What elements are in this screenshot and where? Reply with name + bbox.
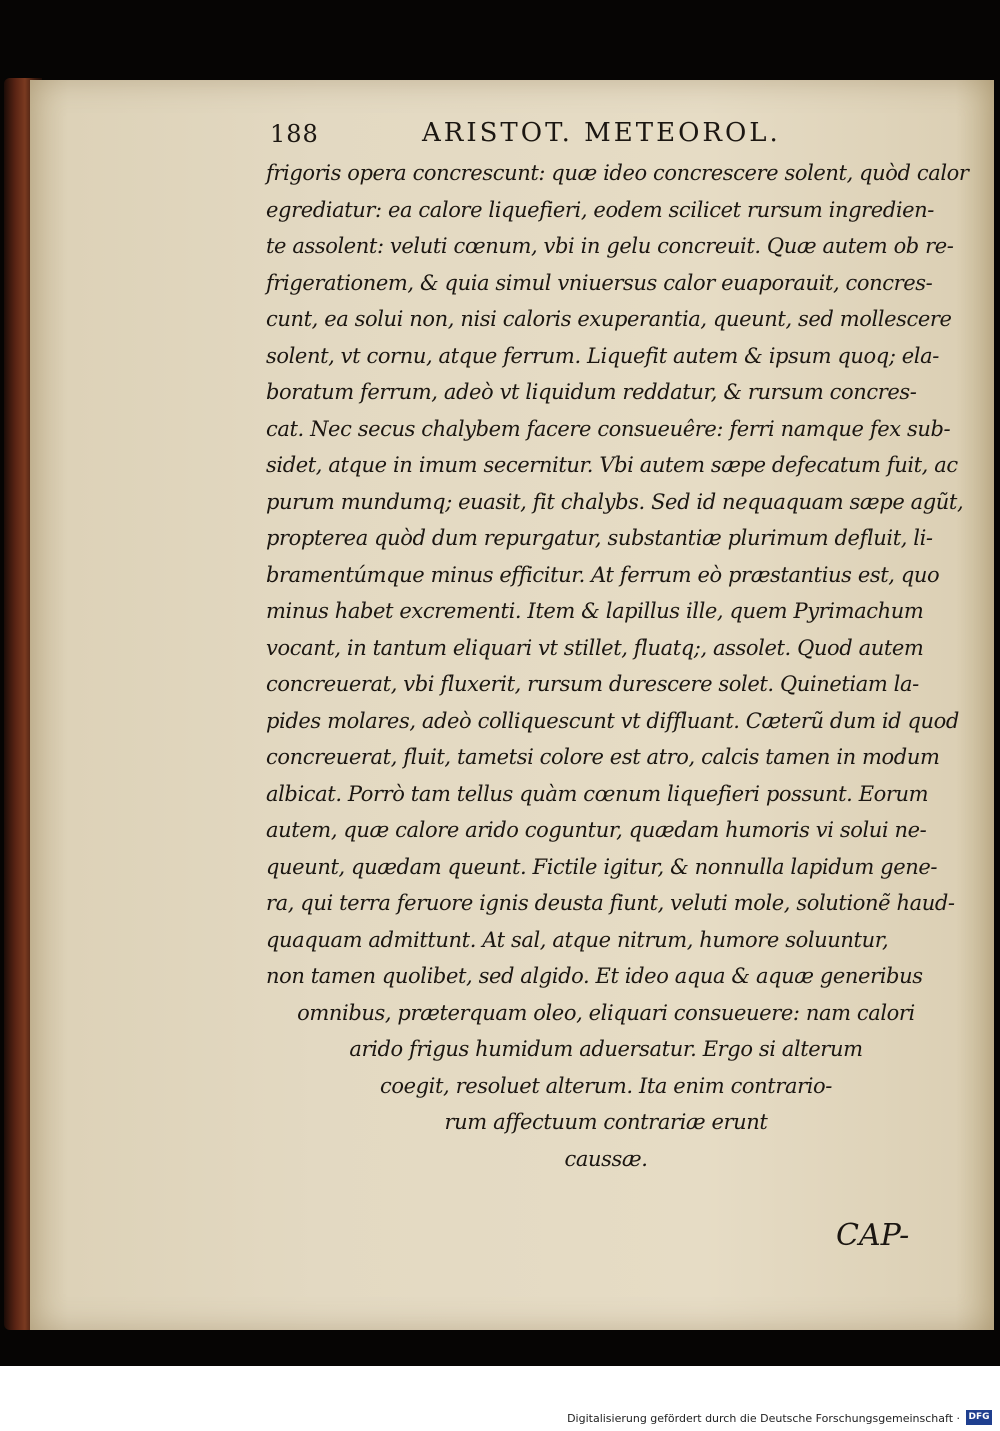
text-line: rum affectuum contrariæ erunt [444, 1110, 768, 1134]
text-line: queunt, quædam queunt. Fictile igitur, & nonnulla lapidum gene- [266, 854, 938, 879]
text-block [266, 155, 969, 1177]
text-line: bramentúmque minus efficitur. At ferrum eò præstantius est, quo [266, 562, 940, 587]
catchword: CAP- [836, 1218, 910, 1253]
text-line: vocant, in tantum eliquari vt stillet, fluatq;, assolet. Quod autem [266, 635, 924, 660]
text-line: autem, quæ calore arido coguntur, quædam humoris vi solui ne- [266, 818, 927, 842]
text-line: cat. Nec secus chalybem facere consueuêre: ferri namque fex sub- [266, 416, 951, 441]
text-line: cunt, ea solui non, nisi caloris exuperantia, queunt, sed mollescere [266, 307, 952, 331]
text-line: propterea quòd dum repurgatur, substantiæ plurimum defluit, li- [266, 526, 933, 550]
text-line: frigerationem, & quia simul vniuersus calor euaporauit, concres- [266, 270, 933, 295]
text-line: concreuerat, vbi fluxerit, rursum durescere solet. Quinetiam la- [266, 672, 919, 696]
text-line: solent, vt cornu, atque ferrum. Liquefit autem & ipsum quoq; ela- [266, 343, 939, 368]
text-line: pides molares, adeò colliquescunt vt diffluant. Cæterũ dum id quod [266, 708, 959, 733]
running-head [270, 118, 970, 154]
text-line: te assolent: veluti cœnum, vbi in gelu concreuit. Quæ autem ob re- [266, 234, 954, 258]
page-number: 188 [270, 120, 319, 148]
text-line: frigoris opera concrescunt: quæ ideo concrescere solent, quòd calor [266, 161, 969, 185]
footer-credit: Digitalisierung gefördert durch die Deutsche Forschungsgemeinschaft · [567, 1412, 960, 1425]
dfg-logo-icon[interactable]: DFG [966, 1410, 992, 1425]
footer [0, 1406, 1000, 1431]
text-line: sidet, atque in imum secernitur. Vbi autem sæpe defecatum fuit, ac [266, 453, 958, 477]
text-line: arido frigus humidum aduersatur. Ergo si alterum [349, 1037, 863, 1061]
text-line: coegit, resoluet alterum. Ita enim contrario- [380, 1073, 832, 1098]
text-line: egrediatur: ea calore liquefieri, eodem scilicet rursum ingredien- [266, 197, 934, 222]
text-line: non tamen quolibet, sed algido. Et ideo aqua & aquæ generibus [266, 964, 923, 988]
text-line: quaquam admittunt. At sal, atque nitrum, humore soluuntur, [266, 927, 889, 952]
text-line: albicat. Porrò tam tellus quàm cœnum liquefieri possunt. Eorum [266, 781, 929, 806]
text-line: minus habet excrementi. Item & lapillus ille, quem Pyrimachum [266, 599, 924, 623]
running-head-title: ARISTOT. METEOROL. [422, 118, 781, 148]
text-line: ra, qui terra feruore ignis deusta fiunt, veluti mole, solutionẽ haud- [266, 891, 955, 915]
text-line: boratum ferrum, adeò vt liquidum reddatur, & rursum concres- [266, 380, 917, 404]
text-line: omnibus, præterquam oleo, eliquari consueuere: nam calori [297, 1000, 915, 1025]
text-line: concreuerat, fluit, tametsi colore est atro, calcis tamen in modum [266, 745, 940, 769]
text-line: caussæ. [564, 1146, 648, 1171]
text-line: purum mundumq; euasit, fit chalybs. Sed id nequaquam sæpe agũt, [266, 489, 964, 514]
